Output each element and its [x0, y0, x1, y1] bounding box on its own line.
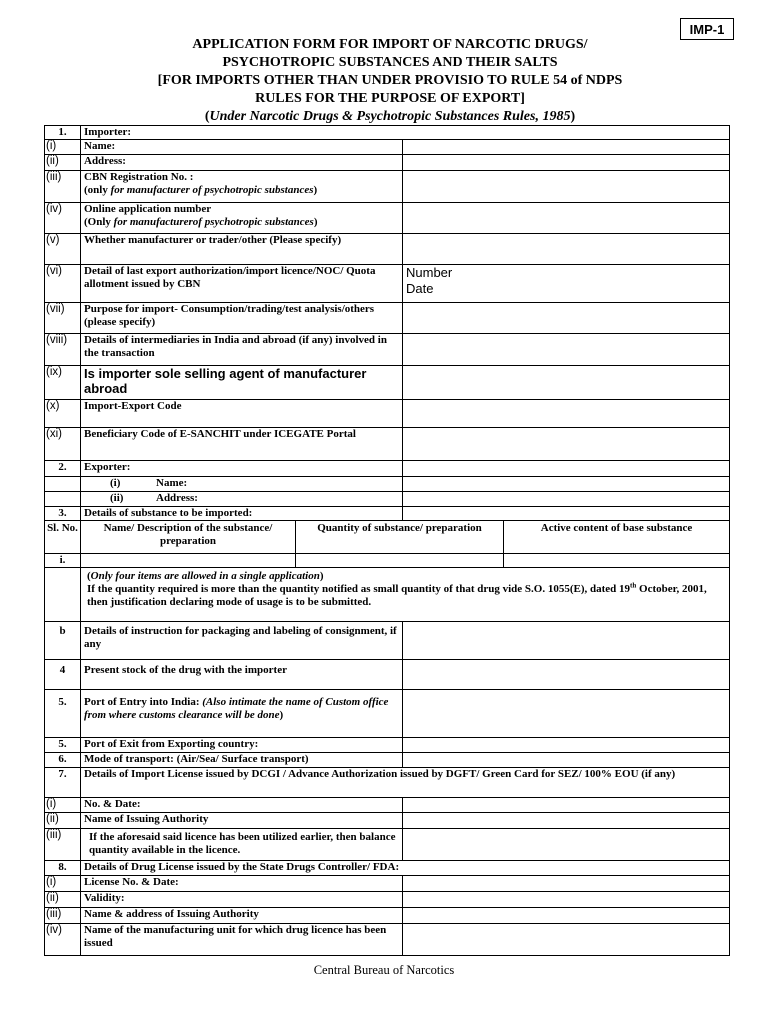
section-3-number: 3. [45, 507, 81, 521]
mode-of-transport-field[interactable] [403, 753, 730, 768]
form-title [60, 36, 720, 126]
exporter-address-row [45, 492, 730, 507]
col-name-description: Name/ Description of the substance/ preparation [81, 521, 296, 554]
section-1-header-row [45, 126, 730, 140]
issuing-authority-row [45, 813, 730, 829]
field-label: Name & address of Issuing Authority [81, 908, 403, 924]
form-code-badge: IMP-1 [680, 18, 734, 40]
purpose-row [45, 303, 730, 334]
manufacturer-trader-field[interactable] [403, 234, 730, 265]
row-number: (x) [45, 400, 81, 428]
importer-address-row [45, 155, 730, 171]
row-number: 6. [45, 753, 81, 768]
title-subtitle: (Under Narcotic Drugs & Psychotropic Substances Rules, 1985) [204, 109, 576, 124]
row-number: (i) [45, 140, 81, 155]
row-number: (ii) [45, 892, 81, 908]
field-label: Details of intermediaries in India and abroad (if any) involved in the transaction [81, 334, 403, 366]
row-number: (viii) [45, 334, 81, 366]
row-number: (i) [45, 876, 81, 892]
port-of-exit-row [45, 738, 730, 753]
field-label: Purpose for import- Consumption/trading/test analysis/others (please specify) [81, 303, 403, 334]
last-authorization-row [45, 265, 730, 303]
substance-name-field[interactable] [81, 554, 296, 568]
section-3-header-row [45, 507, 730, 521]
row-number: (i) [45, 798, 81, 813]
col-quantity: Quantity of substance/ preparation [296, 521, 504, 554]
section-2-number: 2. [45, 461, 81, 477]
beneficiary-code-row [45, 428, 730, 461]
substance-row-i [45, 554, 730, 568]
intermediaries-field[interactable] [403, 334, 730, 366]
manufacturer-trader-row [45, 234, 730, 265]
field-label: (ii) Address: [81, 492, 403, 507]
field-label: Details of instruction for packaging and labeling of consignment, if any [81, 622, 403, 660]
row-number: i. [45, 554, 81, 568]
port-of-entry-row [45, 690, 730, 738]
sole-agent-field[interactable] [403, 366, 730, 400]
cbn-registration-field[interactable] [403, 171, 730, 203]
cbn-registration-row [45, 171, 730, 203]
substance-columns-row [45, 521, 730, 554]
number-label: Number [406, 265, 453, 280]
section-2-heading: Exporter: [81, 461, 403, 477]
field-label: If the aforesaid said licence has been utilized earlier, then balance quantity available in the licence. [81, 829, 403, 861]
field-label: Name: [81, 140, 403, 155]
exporter-name-field[interactable] [403, 477, 730, 492]
field-label: Port of Entry into India: (Also intimate the name of Custom office from where customs clearance will be done) [81, 690, 403, 738]
row-number: (ix) [45, 366, 81, 400]
field-label: License No. & Date: [81, 876, 403, 892]
field-label: Whether manufacturer or trader/other (Please specify) [81, 234, 403, 265]
online-application-field[interactable] [403, 203, 730, 234]
mode-of-transport-row [45, 753, 730, 768]
manufacturing-unit-field[interactable] [403, 924, 730, 956]
packaging-instruction-row [45, 622, 730, 660]
row-number: (iv) [45, 924, 81, 956]
exporter-address-field[interactable] [403, 492, 730, 507]
field-label: Name of the manufacturing unit for which drug licence has been issued [81, 924, 403, 956]
exporter-blank-cell [403, 461, 730, 477]
balance-quantity-field[interactable] [403, 829, 730, 861]
validity-field[interactable] [403, 892, 730, 908]
licence-no-date-row [45, 798, 730, 813]
title-line-2: PSYCHOTROPIC SUBSTANCES AND THEIR SALTS [222, 55, 558, 70]
row-number: (iv) [45, 203, 81, 234]
substance-quantity-field[interactable] [296, 554, 504, 568]
field-label: Beneficiary Code of E-SANCHIT under ICEGATE Portal [81, 428, 403, 461]
section-8-number: 8. [45, 861, 81, 876]
section-7-number: 7. [45, 768, 81, 798]
validity-row [45, 892, 730, 908]
row-number: (ii) [45, 813, 81, 829]
col-active-content: Active content of base substance [504, 521, 730, 554]
sole-agent-row [45, 366, 730, 400]
row-number: 5. [45, 690, 81, 738]
row-number: (xi) [45, 428, 81, 461]
import-export-code-row [45, 400, 730, 428]
field-label: Port of Exit from Exporting country: [81, 738, 403, 753]
drug-license-no-row [45, 876, 730, 892]
drug-issuing-authority-field[interactable] [403, 908, 730, 924]
section-1-number: 1. [45, 126, 81, 140]
importer-name-field[interactable] [403, 140, 730, 155]
title-line-4: RULES FOR THE PURPOSE OF EXPORT] [255, 91, 525, 106]
field-label: Detail of last export authorization/import licence/NOC/ Quota allotment issued by CBN [81, 265, 403, 303]
manufacturing-unit-row [45, 924, 730, 956]
field-label: Validity: [81, 892, 403, 908]
substance-note-row [45, 568, 730, 622]
purpose-field[interactable] [403, 303, 730, 334]
present-stock-row [45, 660, 730, 690]
section-2-header-row [45, 461, 730, 477]
section-3-heading: Details of substance to be imported: [81, 507, 403, 521]
issuing-authority-field[interactable] [403, 813, 730, 829]
section-7-header-row [45, 768, 730, 798]
section-3-blank-cell [403, 507, 730, 521]
section-8-header-row [45, 861, 730, 876]
exporter-name-row [45, 477, 730, 492]
port-of-exit-field[interactable] [403, 738, 730, 753]
section-1-heading: Importer: [81, 126, 730, 140]
row-number [45, 477, 81, 492]
row-number: 5. [45, 738, 81, 753]
field-label: No. & Date: [81, 798, 403, 813]
beneficiary-code-field[interactable] [403, 428, 730, 461]
row-number: (ii) [45, 155, 81, 171]
field-label: Name of Issuing Authority [81, 813, 403, 829]
field-label: CBN Registration No. : (only for manufacturer of psychotropic substances) [81, 171, 403, 203]
field-label: Present stock of the drug with the importer [81, 660, 403, 690]
import-export-code-field[interactable] [403, 400, 730, 428]
row-number: (vii) [45, 303, 81, 334]
substance-active-content-field[interactable] [504, 554, 730, 568]
row-number: (iii) [45, 171, 81, 203]
title-line-1: APPLICATION FORM FOR IMPORT OF NARCOTIC DRUGS/ [192, 37, 588, 52]
present-stock-field[interactable] [403, 660, 730, 690]
row-number: (iii) [45, 829, 81, 861]
licence-no-date-field[interactable] [403, 798, 730, 813]
field-label: (i) Name: [81, 477, 403, 492]
row-number [45, 568, 81, 622]
title-line-3: [FOR IMPORTS OTHER THAN UNDER PROVISIO TO RULE 54 of NDPS [157, 73, 623, 88]
importer-name-row [45, 140, 730, 155]
row-number: (vi) [45, 265, 81, 303]
section-8-heading: Details of Drug License issued by the State Drugs Controller/ FDA: [81, 861, 730, 876]
section-7-heading: Details of Import License issued by DCGI / Advance Authorization issued by DGFT/ Green Card for SEZ/ 100% EOU (if any) [81, 768, 730, 798]
field-label: Mode of transport: (Air/Sea/ Surface transport) [81, 753, 403, 768]
field-label: Is importer sole selling agent of manufacturer abroad [81, 366, 403, 400]
port-of-entry-field[interactable] [403, 690, 730, 738]
application-form-table [44, 125, 730, 956]
col-sl-no: Sl. No. [45, 521, 81, 554]
page-footer: Central Bureau of Narcotics [313, 963, 455, 977]
field-label: Import-Export Code [81, 400, 403, 428]
drug-license-no-field[interactable] [403, 876, 730, 892]
row-number: b [45, 622, 81, 660]
row-number: (iii) [45, 908, 81, 924]
intermediaries-row [45, 334, 730, 366]
online-application-row [45, 203, 730, 234]
substance-note: (Only four items are allowed in a single application) If the quantity required is more than the quantity notified as small quantity of that drug vide S.O. 1055(E), dated 19th October, 2001, then justification declaring mode of usage is to be submitted. [81, 568, 730, 622]
balance-quantity-row [45, 829, 730, 861]
last-authorization-field[interactable] [403, 265, 730, 303]
row-number: 4 [45, 660, 81, 690]
drug-issuing-authority-row [45, 908, 730, 924]
date-label: Date [406, 281, 434, 296]
importer-address-field[interactable] [403, 155, 730, 171]
row-number [45, 492, 81, 507]
field-label: Online application number (Only for manufacturerof psychotropic substances) [81, 203, 403, 234]
packaging-instruction-field[interactable] [403, 622, 730, 660]
row-number: (v) [45, 234, 81, 265]
field-label: Address: [81, 155, 403, 171]
